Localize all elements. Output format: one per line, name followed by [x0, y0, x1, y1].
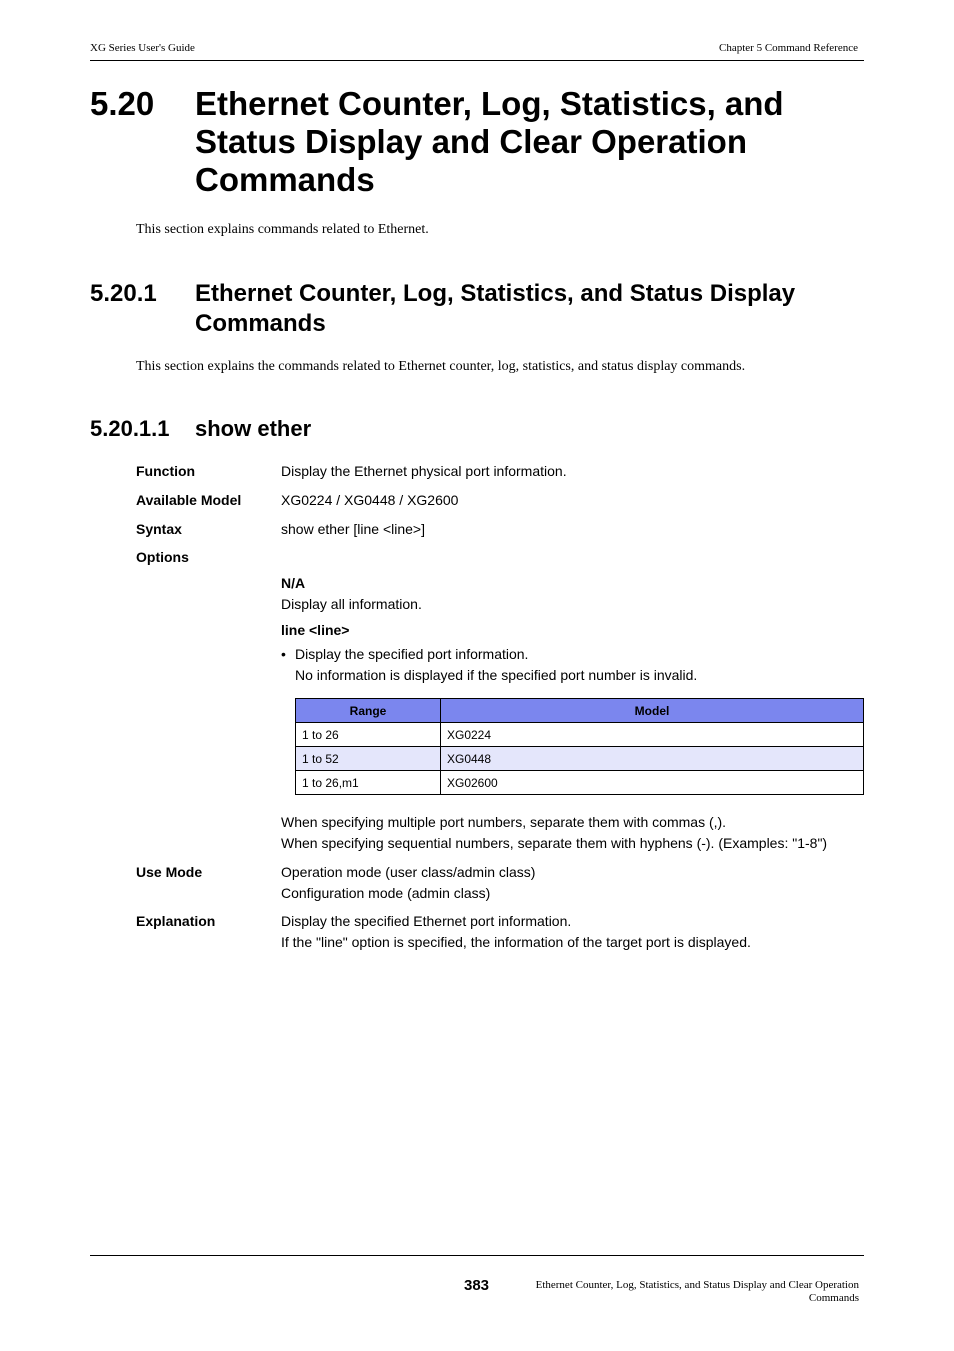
option-line-title: line <line> [281, 622, 350, 638]
subsubsection-title: show ether [195, 416, 312, 441]
footer-title [536, 1279, 859, 1305]
table-header-range: Range [296, 699, 441, 723]
section-title-line1: Ethernet Counter, Log, Statistics, and [195, 85, 784, 122]
range-model-table [295, 698, 864, 795]
table-cell-model: XG02600 [441, 771, 864, 795]
option-na-description: Display all information. [281, 596, 422, 612]
multiple-ports-note: When specifying multiple port numbers, separate them with commas (,). [281, 814, 727, 830]
options-label: Options [136, 549, 189, 565]
bullet-icon: • [281, 646, 286, 662]
use-mode-value-configuration: Configuration mode (admin class) [281, 885, 491, 901]
explanation-value-line-option: If the "line" option is specified, the information of the target port is displayed. [281, 934, 751, 950]
function-value: Display the Ethernet physical port information. [281, 463, 567, 479]
table-cell-range: 1 to 26 [296, 723, 441, 747]
page-number: 383 [464, 1277, 490, 1294]
table-header-model: Model [441, 699, 864, 723]
table-cell-model: XG0224 [441, 723, 864, 747]
header-rule [90, 60, 864, 61]
footer-rule [90, 1255, 864, 1256]
table-row [296, 771, 864, 795]
footer-title-line2: Commands [808, 1292, 859, 1304]
table-cell-model: XG0448 [441, 747, 864, 771]
subsection-title-line1: Ethernet Counter, Log, Statistics, and Status Display [195, 280, 796, 307]
subsubsection-number: 5.20.1.1 [90, 416, 170, 441]
table-row [296, 723, 864, 747]
section-title-line2: Status Display and Clear Operation [195, 123, 747, 160]
available-model-label: Available Model [136, 492, 242, 508]
subsection-title-line2: Commands [195, 310, 326, 337]
table-row [296, 747, 864, 771]
section-number: 5.20 [90, 85, 155, 122]
syntax-label: Syntax [136, 521, 182, 537]
table-header-row [296, 699, 864, 723]
table-cell-range: 1 to 52 [296, 747, 441, 771]
option-line-description: Display the specified port information. [295, 646, 529, 662]
sequential-ports-note: When specifying sequential numbers, separate them with hyphens (-). (Examples: "1-8") [281, 835, 828, 851]
function-label: Function [136, 463, 196, 479]
footer-title-line1: Ethernet Counter, Log, Statistics, and Status Display and Clear Operation [535, 1279, 859, 1291]
option-line-invalid-note: No information is displayed if the specified port number is invalid. [295, 667, 698, 683]
option-na-title: N/A [281, 575, 306, 591]
running-header-left: XG Series User's Guide [90, 42, 195, 54]
section-intro: This section explains commands related to Ethernet. [136, 222, 429, 237]
syntax-value: show ether [line <line>] [281, 521, 425, 537]
explanation-value: Display the specified Ethernet port information. [281, 913, 572, 929]
running-header-right: Chapter 5 Command Reference [719, 42, 858, 54]
subsection-intro: This section explains the commands related to Ethernet counter, log, statistics, and status display commands. [136, 359, 746, 374]
section-title-line3: Commands [195, 161, 375, 198]
explanation-label: Explanation [136, 913, 216, 929]
available-model-value: XG0224 / XG0448 / XG2600 [281, 492, 459, 508]
use-mode-label: Use Mode [136, 864, 203, 880]
subsection-number: 5.20.1 [90, 280, 157, 307]
table-cell-range: 1 to 26,m1 [296, 771, 441, 795]
use-mode-value-operation: Operation mode (user class/admin class) [281, 864, 536, 880]
